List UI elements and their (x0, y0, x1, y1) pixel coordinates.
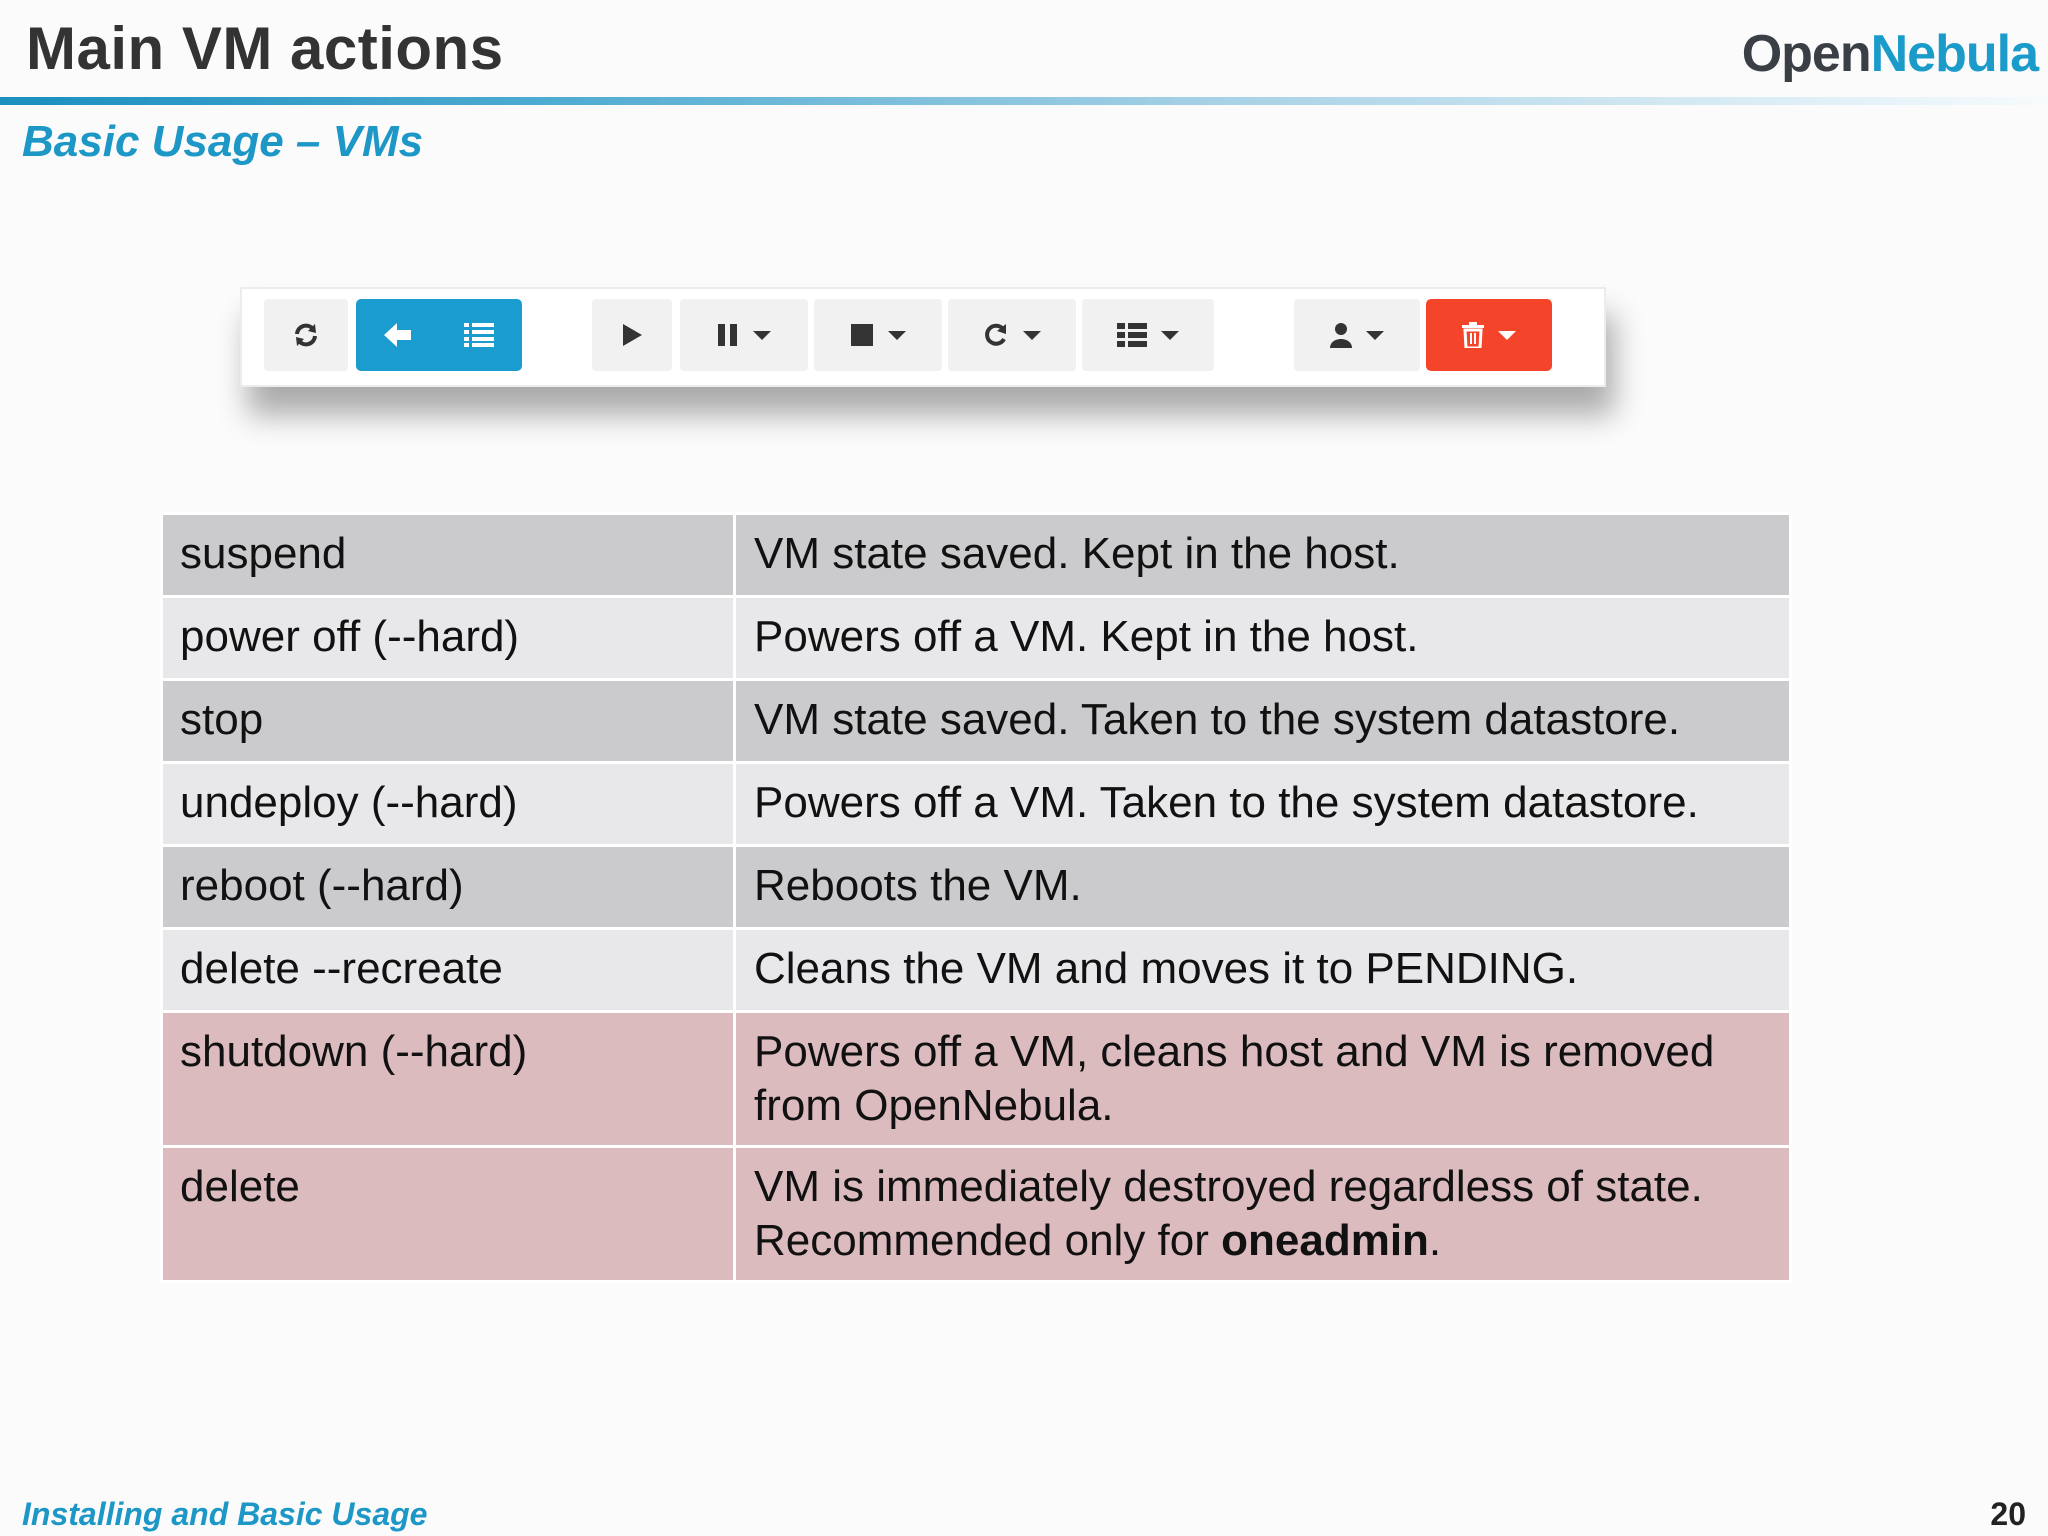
description-cell: Cleans the VM and moves it to PENDING. (735, 929, 1791, 1012)
refresh-button[interactable] (264, 299, 348, 371)
action-cell: delete (162, 1147, 735, 1282)
table-row (162, 514, 1791, 597)
chevron-down-icon (1366, 331, 1384, 340)
action-cell: suspend (162, 514, 735, 597)
back-arrow-icon[interactable] (384, 322, 412, 348)
vm-action-toolbar (240, 287, 1606, 387)
reboot-dropdown-button[interactable] (948, 299, 1076, 371)
list-icon[interactable] (464, 323, 494, 347)
description-cell: VM state saved. Kept in the host. (735, 514, 1791, 597)
table-row (162, 1147, 1791, 1282)
description-cell: Powers off a VM. Kept in the host. (735, 597, 1791, 680)
reboot-icon (983, 322, 1009, 348)
chevron-down-icon (888, 331, 906, 340)
description-cell: Powers off a VM. Taken to the system datastore. (735, 763, 1791, 846)
description-text: VM is immediately destroyed regardless of state. Recommended only for (754, 1162, 1703, 1265)
vm-actions-table (160, 512, 1792, 1283)
user-icon (1330, 322, 1352, 348)
chevron-down-icon (1498, 331, 1516, 340)
slide-title: Main VM actions (26, 15, 504, 82)
logo-nebula-text: Nebula (1870, 25, 2038, 83)
table-row (162, 597, 1791, 680)
action-cell: undeploy (--hard) (162, 763, 735, 846)
play-icon (621, 323, 643, 347)
user-dropdown-button[interactable] (1294, 299, 1420, 371)
vm-list-icon (1117, 323, 1147, 347)
page-number: 20 (1990, 1496, 2026, 1532)
action-cell: power off (--hard) (162, 597, 735, 680)
logo-open-text: Open (1741, 25, 1871, 83)
table-row (162, 1012, 1791, 1147)
trash-icon (1462, 322, 1484, 348)
description-cell: Powers off a VM, cleans host and VM is removed from OpenNebula. (735, 1012, 1791, 1147)
action-cell: stop (162, 680, 735, 763)
chevron-down-icon (753, 331, 771, 340)
title-divider (0, 97, 2048, 105)
description-cell: Reboots the VM. (735, 846, 1791, 929)
description-cell (735, 1147, 1791, 1282)
chevron-down-icon (1161, 331, 1179, 340)
table-row (162, 929, 1791, 1012)
stop-dropdown-button[interactable] (814, 299, 942, 371)
stop-icon (850, 323, 874, 347)
vm-list-dropdown-button[interactable] (1082, 299, 1214, 371)
play-button[interactable] (592, 299, 672, 371)
refresh-icon (293, 322, 319, 348)
pause-icon (717, 323, 739, 347)
action-cell: shutdown (--hard) (162, 1012, 735, 1147)
footer-section-title: Installing and Basic Usage (22, 1496, 428, 1532)
description-bold-text: oneadmin (1221, 1216, 1429, 1265)
table-row (162, 763, 1791, 846)
description-suffix: . (1428, 1216, 1442, 1265)
table-row (162, 846, 1791, 929)
table-row (162, 680, 1791, 763)
action-cell: reboot (--hard) (162, 846, 735, 929)
pause-dropdown-button[interactable] (680, 299, 808, 371)
chevron-down-icon (1023, 331, 1041, 340)
slide-subtitle: Basic Usage – VMs (22, 117, 424, 166)
description-cell: VM state saved. Taken to the system datastore. (735, 680, 1791, 763)
opennebula-logo (1742, 24, 2038, 84)
delete-dropdown-button[interactable] (1426, 299, 1552, 371)
back-list-button-group (356, 299, 522, 371)
action-cell: delete --recreate (162, 929, 735, 1012)
